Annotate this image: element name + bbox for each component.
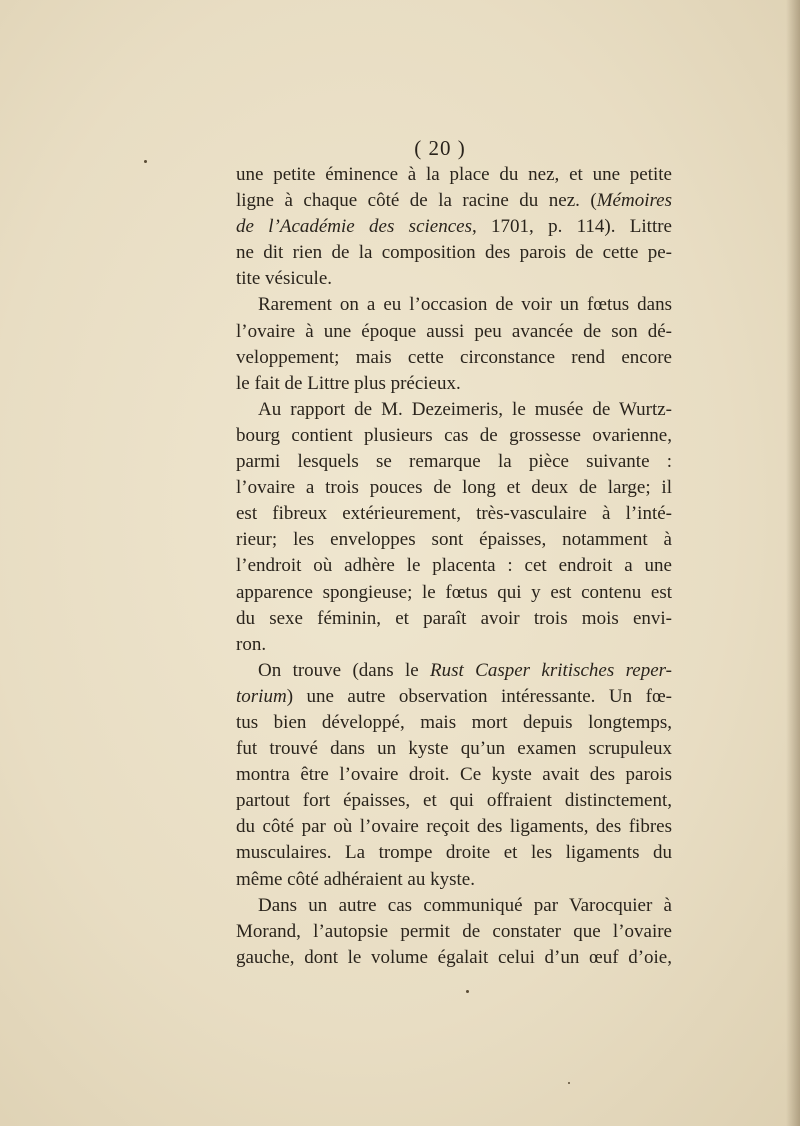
italic-text: Mémoires [596, 190, 672, 212]
text-segment: ne dit rien de la composition des parois de cette pe- [236, 242, 672, 264]
text-segment: tite vésicule. [236, 268, 333, 290]
text-segment: On trouve (dans le [258, 659, 431, 681]
text-segment: apparence spongieuse; le fœtus qui y est contenu est [236, 581, 672, 603]
text-line [236, 788, 672, 814]
text-line [236, 658, 672, 684]
text-line [236, 423, 672, 449]
paper-speck [568, 1082, 570, 1084]
text-segment: bourg contient plusieurs cas de grossesse ovarienne, [236, 424, 672, 446]
text-line [236, 240, 672, 266]
text-segment: est fibreux extérieurement, très-vasculaire à l’inté- [236, 503, 672, 525]
text-segment: parmi lesquels se remarque la pièce suivante : [236, 451, 672, 473]
italic-text: Rust Casper kritisches reper- [430, 659, 672, 681]
text-line [236, 319, 672, 345]
page-edge-shadow [786, 0, 800, 1126]
text-segment: , 1701, p. 114). Littre [471, 216, 672, 238]
text-line [236, 814, 672, 840]
italic-text: de l’Académie des sciences [236, 216, 472, 238]
text-segment: ron. [236, 633, 267, 655]
text-line [236, 580, 672, 606]
text-segment: ligne à chaque côté de la racine du nez. ( [236, 190, 597, 212]
text-segment: le fait de Littre plus précieux. [236, 372, 461, 394]
text-line [236, 893, 672, 919]
text-segment: montra être l’ovaire droit. Ce kyste avait des parois [236, 764, 672, 786]
text-line [236, 867, 672, 893]
italic-text: torium [236, 685, 287, 707]
text-line [236, 606, 672, 632]
text-segment: veloppement; mais cette circonstance rend encore [236, 346, 672, 368]
text-line [236, 449, 672, 475]
text-line [236, 840, 672, 866]
text-segment: gauche, dont le volume égalait celui d’un œuf d’oie, [236, 946, 672, 968]
paper-speck [466, 990, 469, 993]
text-line [236, 501, 672, 527]
text-line [236, 945, 672, 971]
text-segment: Morand, l’autopsie permit de constater que l’ovaire [236, 920, 672, 942]
text-segment: Rarement on a eu l’occasion de voir un fœtus dans [258, 294, 672, 316]
text-line [236, 684, 672, 710]
text-segment: même côté adhéraient au kyste. [236, 868, 475, 890]
text-line [236, 397, 672, 423]
text-line [236, 632, 672, 658]
text-line [236, 527, 672, 553]
text-line [236, 214, 672, 240]
text-segment: l’endroit où adhère le placenta : cet endroit a une [236, 555, 672, 577]
text-line [236, 162, 672, 188]
text-segment: rieur; les enveloppes sont épaisses, notamment à [236, 529, 672, 551]
page-number: ( 20 ) [414, 136, 466, 160]
text-segment: musculaires. La trompe droite et les ligaments du [236, 842, 672, 864]
text-segment: du sexe féminin, et paraît avoir trois mois envi- [236, 607, 672, 629]
text-line [236, 292, 672, 318]
text-line [236, 762, 672, 788]
text-line [236, 710, 672, 736]
text-segment: partout fort épaisses, et qui offraient distinctement, [236, 790, 672, 812]
text-line [236, 345, 672, 371]
text-segment: Dans un autre cas communiqué par Varocquier à [258, 894, 672, 916]
text-segment: l’ovaire à une époque aussi peu avancée de son dé- [236, 320, 672, 342]
paper-speck [144, 160, 147, 163]
text-line [236, 919, 672, 945]
text-line [236, 266, 672, 292]
text-segment: tus bien développé, mais mort depuis longtemps, [236, 711, 672, 733]
text-segment: ) une autre observation intéressante. Un fœ- [286, 685, 672, 707]
text-segment: une petite éminence à la place du nez, et une petite [236, 164, 672, 185]
text-line [236, 188, 672, 214]
text-segment: fut trouvé dans un kyste qu’un examen scrupuleux [236, 738, 672, 760]
text-line [236, 553, 672, 579]
text-line [236, 475, 672, 501]
body-text [236, 162, 672, 971]
text-segment: Au rapport de M. Dezeimeris, le musée de Wurtz- [258, 398, 672, 420]
text-line [236, 371, 672, 397]
text-segment: du côté par où l’ovaire reçoit des ligaments, des fibres [236, 816, 672, 838]
text-segment: l’ovaire a trois pouces de long et deux de large; il [236, 477, 672, 499]
text-line [236, 736, 672, 762]
